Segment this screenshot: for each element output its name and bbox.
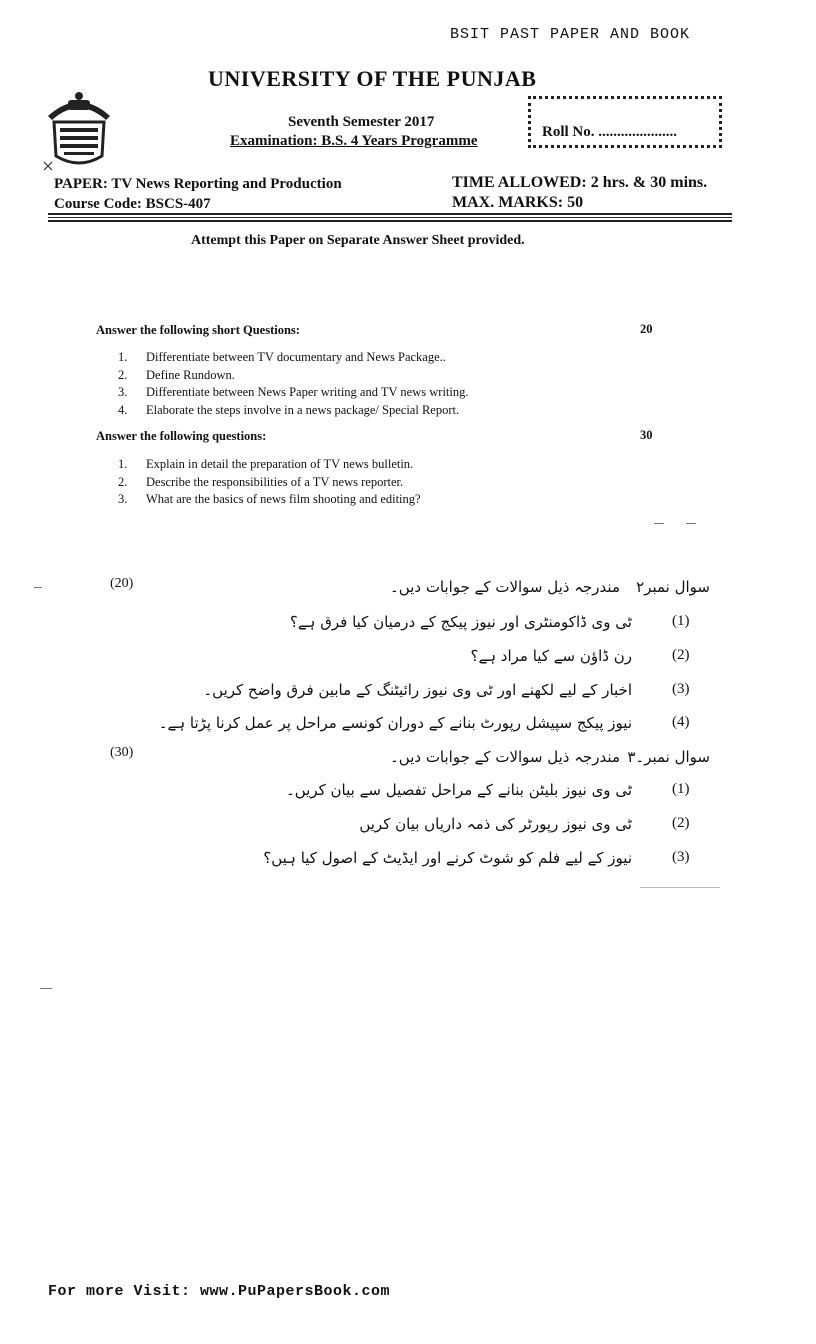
urdu-question-text: رن ڈاؤن سے کیا مراد ہے؟ <box>470 647 632 665</box>
urdu-question-text: ٹی وی نیوز رپورٹر کی ذمہ داریاں بیان کریں <box>359 815 632 833</box>
section2-marks: 30 <box>640 428 653 442</box>
question-item: 1. Explain in detail the preparation of TV news bulletin. <box>118 457 414 471</box>
scan-mark <box>640 887 720 888</box>
university-crest-logo <box>40 86 118 176</box>
scan-mark <box>34 587 42 588</box>
question-item: 2. Describe the responsibilities of a TV news reporter. <box>118 474 404 489</box>
urdu-question-text: ٹی وی نیوز بلیٹن بنانے کے مراحل تفصیل سے بیان کریں۔ <box>285 781 632 799</box>
scan-mark <box>654 523 664 524</box>
section1-question-list <box>118 349 469 419</box>
urdu-question-number: (1) <box>672 613 690 629</box>
urdu-question-number: (4) <box>672 714 690 730</box>
max-marks: MAX. MARKS: 50 <box>452 194 584 211</box>
urdu-question-text: نیوز پیکج سپیشل رپورٹ بنانے کے دوران کونسے مراحل پر عمل کرنا پڑتا ہے۔ <box>158 714 632 732</box>
header-divider <box>48 213 732 215</box>
urdu-question-text: اخبار کے لیے لکھنے اور ٹی وی نیوز رائیٹنگ کے مابین فرق واضح کریں۔ <box>203 681 632 699</box>
scan-mark <box>686 523 696 524</box>
instruction-line: Attempt this Paper on Separate Answer Sheet provided. <box>191 233 525 248</box>
urdu-question-number: (3) <box>672 681 690 697</box>
urdu-section1-label: سوال نمبر۲ <box>636 578 710 596</box>
roll-number-label: Roll No. ..................... <box>542 124 677 140</box>
top-banner: BSIT PAST PAPER AND BOOK <box>450 26 691 43</box>
urdu-question-text: ٹی وی ڈاکومنٹری اور نیوز پیکج کے درمیان کیا فرق ہے؟ <box>289 613 632 631</box>
urdu-section2-label: سوال نمبر۔۳ <box>627 748 710 766</box>
urdu-question-number: (3) <box>672 849 690 865</box>
section2-question-list <box>118 456 421 509</box>
header-divider <box>48 220 732 222</box>
urdu-question-number: (1) <box>672 781 690 797</box>
urdu-section1-heading: مندرجہ ذیل سوالات کے جوابات دیں۔ <box>389 578 620 596</box>
question-item: 3. Differentiate between News Paper writing and TV news writing. <box>118 385 469 399</box>
urdu-question-number: (2) <box>672 647 690 663</box>
header-divider <box>48 217 732 218</box>
course-code: Course Code: BSCS-407 <box>54 196 211 212</box>
scan-mark <box>40 988 52 989</box>
urdu-question-text: نیوز کے لیے فلم کو شوٹ کرنے اور ایڈیٹ کے اصول کیا ہیں؟ <box>263 849 632 867</box>
question-item: 3. What are the basics of news film shooting and editing? <box>118 492 421 506</box>
section2-heading: Answer the following questions: <box>96 429 267 443</box>
university-title: UNIVERSITY OF THE PUNJAB <box>208 66 537 91</box>
time-allowed: TIME ALLOWED: 2 hrs. & 30 mins. <box>452 174 708 191</box>
urdu-section2-heading: مندرجہ ذیل سوالات کے جوابات دیں۔ <box>389 748 620 766</box>
semester-line: Seventh Semester 2017 <box>288 114 435 130</box>
examination-line: Examination: B.S. 4 Years Programme <box>230 133 478 149</box>
paper-title: PAPER: TV News Reporting and Production <box>54 176 342 192</box>
urdu-section1-marks: (20) <box>110 576 134 591</box>
urdu-question-number: (2) <box>672 815 690 831</box>
section1-marks: 20 <box>640 322 653 336</box>
urdu-section2-marks: (30) <box>110 745 134 760</box>
question-item: 2. Define Rundown. <box>118 367 235 382</box>
question-item: 4. Elaborate the steps involve in a news package/ Special Report. <box>118 402 460 417</box>
section1-heading: Answer the following short Questions: <box>96 323 300 337</box>
question-item: 1. Differentiate between TV documentary and News Package.. <box>118 350 446 364</box>
footer-visit-link: For more Visit: www.PuPapersBook.com <box>48 1283 391 1300</box>
